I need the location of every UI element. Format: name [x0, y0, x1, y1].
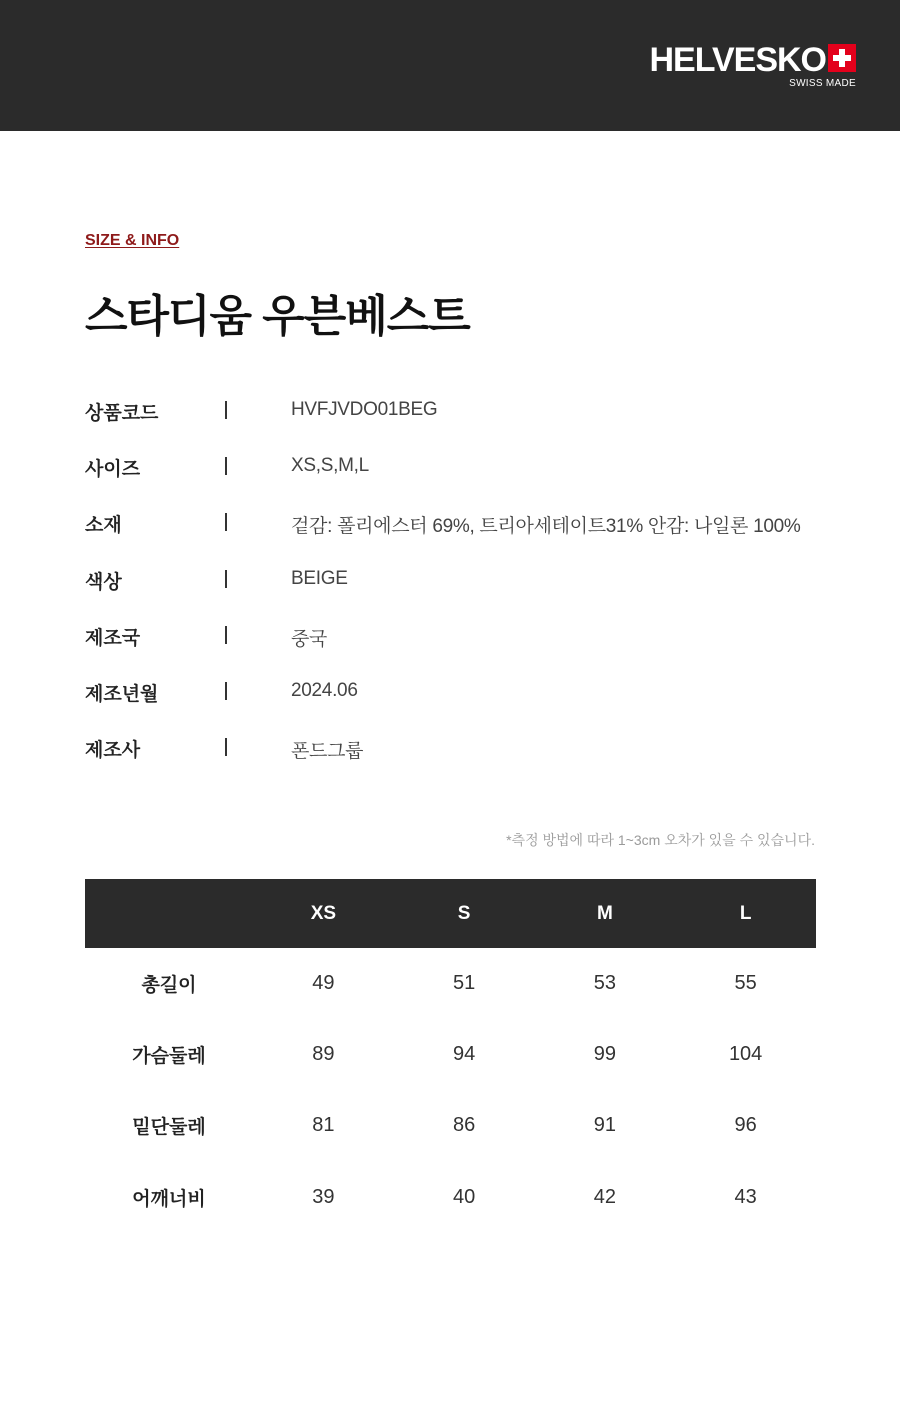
- info-separator: [225, 738, 227, 756]
- table-cell: 96: [734, 1114, 757, 1137]
- size-header-xs: XS: [253, 879, 394, 948]
- table-row: [85, 1162, 816, 1233]
- size-header-m: M: [535, 879, 676, 948]
- measurement-note: *측정 방법에 따라 1~3cm 오차가 있을 수 있습니다.: [506, 832, 815, 848]
- row-label: 가슴둘레: [132, 1046, 206, 1068]
- info-separator: [225, 682, 227, 700]
- section-label: SIZE & INFO: [85, 232, 180, 249]
- info-label: 제조년월: [85, 683, 159, 705]
- info-value: HVFJVDO01BEG: [291, 399, 438, 420]
- info-separator: [225, 457, 227, 475]
- brand-name: HELVESKO: [649, 41, 826, 79]
- info-separator: [225, 513, 227, 531]
- size-header-s: S: [394, 879, 535, 948]
- info-label: 상품코드: [85, 403, 159, 424]
- table-row: [85, 1090, 816, 1161]
- info-separator: [225, 570, 227, 588]
- info-label: 제조사: [85, 740, 141, 762]
- info-separator: [225, 401, 227, 419]
- table-cell: 86: [453, 1114, 476, 1137]
- info-label: 색상: [85, 571, 122, 593]
- info-label: 소재: [85, 515, 122, 537]
- brand-logo[interactable]: [649, 41, 856, 90]
- brand-tagline: SWISS MADE: [789, 78, 856, 89]
- table-cell: 55: [734, 972, 757, 995]
- table-cell: 42: [593, 1185, 616, 1208]
- info-row-manufacture-date: [85, 673, 815, 729]
- size-table: [85, 879, 816, 1233]
- table-row: [85, 948, 816, 1019]
- table-cell: 40: [453, 1185, 476, 1208]
- table-cell: 104: [728, 1043, 763, 1066]
- info-row-color: [85, 561, 815, 617]
- table-cell: 89: [312, 1043, 335, 1066]
- table-cell: 99: [593, 1043, 616, 1066]
- info-value: XS,S,M,L: [291, 455, 369, 477]
- page-header: [0, 0, 900, 131]
- size-header-l: L: [675, 879, 816, 948]
- info-label: 사이즈: [85, 459, 141, 481]
- info-value: 겉감: 폴리에스터 69%, 트리아세테이트31% 안감: 나일론 100%: [291, 516, 801, 538]
- row-label: 총길이: [141, 975, 197, 997]
- table-cell: 39: [312, 1185, 335, 1208]
- table-cell: 81: [312, 1114, 335, 1137]
- product-title: 스타디움 우븐베스트: [85, 292, 470, 341]
- table-cell: 51: [453, 972, 476, 995]
- info-row-product-code: [85, 392, 815, 448]
- swiss-cross-icon: [828, 44, 856, 72]
- info-row-manufacturer: [85, 729, 815, 785]
- table-row: [85, 1019, 816, 1090]
- table-cell: 94: [453, 1043, 476, 1066]
- info-value: 2024.06: [291, 679, 358, 701]
- size-header-empty: [85, 879, 253, 948]
- info-row-material: [85, 504, 815, 560]
- size-table-header: [85, 879, 816, 948]
- row-label: 어깨너비: [132, 1188, 206, 1210]
- table-cell: 91: [593, 1114, 616, 1137]
- info-value: 폰드그룹: [291, 741, 364, 763]
- product-info-list: [85, 392, 815, 785]
- info-row-country: [85, 617, 815, 673]
- info-row-size: [85, 448, 815, 504]
- info-separator: [225, 626, 227, 644]
- table-cell: 43: [734, 1185, 757, 1208]
- info-label: 제조국: [85, 627, 141, 649]
- info-value: 중국: [291, 628, 328, 650]
- info-value: BEIGE: [291, 567, 348, 589]
- row-label: 밑단둘레: [132, 1117, 206, 1139]
- table-cell: 49: [312, 972, 335, 995]
- table-cell: 53: [593, 972, 616, 995]
